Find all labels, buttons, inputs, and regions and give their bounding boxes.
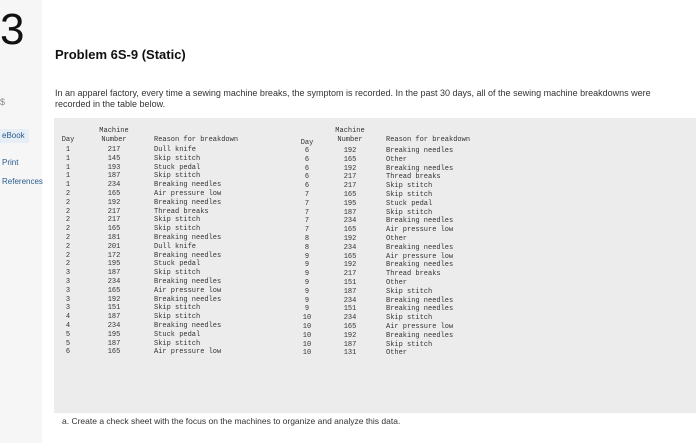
right-machine-cell: 165 xyxy=(343,226,357,235)
left-day-cell: 2 xyxy=(65,207,71,216)
right-reason-cell: Other xyxy=(386,235,408,243)
left-machine-cell: 165 xyxy=(107,348,121,357)
right-machine-cell: 217 xyxy=(343,270,357,279)
left-machine-cell: 187 xyxy=(107,313,121,322)
left-day-cell: 6 xyxy=(65,348,71,357)
left-day-cell: 1 xyxy=(65,172,71,181)
left-reason-cell: Air pressure low xyxy=(154,286,222,295)
right-reason-cell: Other xyxy=(386,279,408,287)
right-machine-cell: 192 xyxy=(343,235,357,243)
left-day-cell: 2 xyxy=(65,242,71,251)
header-day-right: Day xyxy=(300,139,314,147)
left-day-cell: 1 xyxy=(65,146,71,154)
left-machine-cell: 234 xyxy=(107,278,121,286)
right-reason-cell: Thread breaks xyxy=(386,270,441,279)
right-day-cell: 7 xyxy=(304,191,310,199)
right-reason-cell: Other xyxy=(386,155,408,164)
right-day-cell: 9 xyxy=(304,279,310,287)
left-reason-cell: Thread breaks xyxy=(154,207,209,216)
left-machine-cell: 195 xyxy=(107,330,121,339)
right-day-cell: 6 xyxy=(304,164,310,173)
left-reason-cell: Skip stitch xyxy=(154,304,201,313)
right-machine-cell: 217 xyxy=(343,173,357,182)
right-day-cell: 6 xyxy=(304,147,310,155)
left-machine-cell: 192 xyxy=(107,198,121,207)
right-reason-cell: Breaking needles xyxy=(386,217,454,226)
header-machine-left-line2: Number xyxy=(101,136,127,144)
left-day-cell: 2 xyxy=(65,251,71,260)
left-day-cell: 3 xyxy=(65,278,71,286)
left-reason-cell: Breaking needles xyxy=(154,198,222,207)
left-machine-cell: 151 xyxy=(107,304,121,313)
left-machine-cell: 192 xyxy=(107,295,121,304)
left-day-cell: 5 xyxy=(65,339,71,348)
problem-intro: In an apparel factory, every time a sewing machine breaks, the symptom is recorded. In the past 30 days, all of the sewing machine breakdowns were recorded in the table below. xyxy=(55,88,651,109)
right-reason-cell: Skip stitch xyxy=(386,208,433,217)
right-day-cell: 10 xyxy=(302,340,312,349)
left-machine-cell: 165 xyxy=(107,286,121,295)
right-day-cell: 9 xyxy=(304,261,310,270)
left-reason-cell: Stuck pedal xyxy=(154,163,201,172)
left-reason-cell: Skip stitch xyxy=(154,154,201,163)
right-reason-cell: Breaking needles xyxy=(386,147,454,155)
problem-title: Problem 6S-9 (Static) xyxy=(55,47,186,62)
right-day-cell: 7 xyxy=(304,208,310,217)
left-reason-cell: Breaking needles xyxy=(154,234,222,242)
right-reason-cell: Air pressure low xyxy=(386,252,454,261)
right-reason-cell: Skip stitch xyxy=(386,340,433,349)
right-machine-cell: 192 xyxy=(343,147,357,155)
right-machine-cell: 195 xyxy=(343,199,357,208)
left-reason-cell: Skip stitch xyxy=(154,216,201,225)
left-reason-cell: Dull knife xyxy=(154,242,197,251)
header-day-left: Day xyxy=(61,136,75,144)
right-machine-cell: 151 xyxy=(343,305,357,314)
right-machine-cell: 217 xyxy=(343,182,357,191)
left-reason-cell: Breaking needles xyxy=(154,278,222,286)
right-reason-cell: Breaking needles xyxy=(386,164,454,173)
right-reason-cell: Breaking needles xyxy=(386,261,454,270)
right-reason-cell: Breaking needles xyxy=(386,243,454,252)
right-day-cell: 8 xyxy=(304,235,310,243)
right-machine-cell: 192 xyxy=(343,164,357,173)
right-reason-cell: Skip stitch xyxy=(386,191,433,199)
left-day-cell: 1 xyxy=(65,154,71,163)
left-reason-cell: Breaking needles xyxy=(154,251,222,260)
dollar-marker: $ xyxy=(0,97,6,107)
left-machine-cell: 187 xyxy=(107,172,121,181)
left-machine-cell: 193 xyxy=(107,163,121,172)
left-reason-cell: Stuck pedal xyxy=(154,330,201,339)
left-reason-cell: Dull knife xyxy=(154,146,197,154)
right-day-cell: 6 xyxy=(304,173,310,182)
left-machine-cell: 234 xyxy=(107,322,121,330)
right-machine-cell: 234 xyxy=(343,217,357,226)
left-day-cell: 2 xyxy=(65,225,71,234)
left-machine-cell: 217 xyxy=(107,146,121,154)
right-machine-cell: 151 xyxy=(343,279,357,287)
left-reason-cell: Breaking needles xyxy=(154,322,222,330)
right-day-cell: 10 xyxy=(302,323,312,331)
left-day-cell: 3 xyxy=(65,295,71,304)
right-machine-cell: 165 xyxy=(343,155,357,164)
right-reason-cell: Other xyxy=(386,349,408,358)
left-machine-cell: 181 xyxy=(107,234,121,242)
header-machine-right-line2: Number xyxy=(337,136,363,144)
right-machine-cell: 165 xyxy=(343,191,357,199)
right-day-cell: 9 xyxy=(304,305,310,314)
right-machine-cell: 131 xyxy=(343,349,357,358)
left-machine-cell: 165 xyxy=(107,190,121,198)
left-machine-cell: 187 xyxy=(107,269,121,278)
right-machine-cell: 234 xyxy=(343,296,357,305)
left-machine-cell: 217 xyxy=(107,207,121,216)
left-day-cell: 2 xyxy=(65,216,71,225)
left-reason-cell: Skip stitch xyxy=(154,225,201,234)
right-reason-cell: Air pressure low xyxy=(386,226,454,235)
right-day-cell: 7 xyxy=(304,217,310,226)
right-reason-cell: Breaking needles xyxy=(386,305,454,314)
right-day-cell: 10 xyxy=(302,331,312,340)
left-reason-cell: Stuck pedal xyxy=(154,260,201,269)
left-day-cell: 3 xyxy=(65,286,71,295)
problem-question: a. Create a check sheet with the focus on the machines to organize and analyze this data. xyxy=(62,416,401,426)
left-sidebar xyxy=(0,0,42,443)
left-reason-cell: Air pressure low xyxy=(154,348,222,357)
left-machine-cell: 234 xyxy=(107,181,121,190)
left-reason-cell: Skip stitch xyxy=(154,313,201,322)
header-reason-left: Reason for breakdown xyxy=(154,136,239,144)
left-reason-cell: Breaking needles xyxy=(154,181,222,190)
right-reason-cell: Skip stitch xyxy=(386,314,433,323)
sidebar-item-references[interactable]: References xyxy=(2,177,43,186)
right-day-cell: 7 xyxy=(304,199,310,208)
header-reason-right: Reason for breakdown xyxy=(386,136,471,144)
right-reason-cell: Thread breaks xyxy=(386,173,441,182)
right-reason-cell: Skip stitch xyxy=(386,287,433,296)
breakdown-table xyxy=(54,118,696,413)
right-day-cell: 9 xyxy=(304,287,310,296)
right-machine-cell: 234 xyxy=(343,243,357,252)
right-reason-cell: Air pressure low xyxy=(386,323,454,331)
left-day-cell: 3 xyxy=(65,304,71,313)
right-machine-cell: 187 xyxy=(343,287,357,296)
right-reason-cell: Breaking needles xyxy=(386,331,454,340)
sidebar-item-print[interactable]: Print xyxy=(2,158,19,167)
right-day-cell: 10 xyxy=(302,349,312,358)
left-machine-cell: 195 xyxy=(107,260,121,269)
left-machine-cell: 217 xyxy=(107,216,121,225)
left-day-cell: 5 xyxy=(65,330,71,339)
right-machine-cell: 187 xyxy=(343,340,357,349)
right-machine-cell: 192 xyxy=(343,261,357,270)
right-day-cell: 10 xyxy=(302,314,312,323)
right-machine-cell: 192 xyxy=(343,331,357,340)
left-day-cell: 1 xyxy=(65,181,71,190)
left-day-cell: 2 xyxy=(65,260,71,269)
left-machine-cell: 201 xyxy=(107,242,121,251)
right-day-cell: 9 xyxy=(304,252,310,261)
chapter-number: 3 xyxy=(0,5,25,54)
right-reason-cell: Skip stitch xyxy=(386,182,433,191)
right-machine-cell: 234 xyxy=(343,314,357,323)
left-reason-cell: Air pressure low xyxy=(154,190,222,198)
left-reason-cell: Breaking needles xyxy=(154,295,222,304)
left-day-cell: 2 xyxy=(65,198,71,207)
left-day-cell: 3 xyxy=(65,269,71,278)
right-machine-cell: 187 xyxy=(343,208,357,217)
left-reason-cell: Skip stitch xyxy=(154,339,201,348)
left-day-cell: 4 xyxy=(65,322,71,330)
left-reason-cell: Skip stitch xyxy=(154,269,201,278)
left-reason-cell: Skip stitch xyxy=(154,172,201,181)
left-machine-cell: 172 xyxy=(107,251,121,260)
right-reason-cell: Stuck pedal xyxy=(386,199,433,208)
left-machine-cell: 145 xyxy=(107,154,121,163)
right-reason-cell: Breaking needles xyxy=(386,296,454,305)
right-day-cell: 9 xyxy=(304,296,310,305)
header-machine-left-line1: Machine xyxy=(99,127,129,135)
right-day-cell: 6 xyxy=(304,182,310,191)
sidebar-item-ebook[interactable]: eBook xyxy=(0,129,29,143)
left-day-cell: 2 xyxy=(65,234,71,242)
header-machine-right-line1: Machine xyxy=(335,127,365,135)
right-day-cell: 6 xyxy=(304,155,310,164)
left-day-cell: 2 xyxy=(65,190,71,198)
left-machine-cell: 165 xyxy=(107,225,121,234)
left-day-cell: 1 xyxy=(65,163,71,172)
left-day-cell: 4 xyxy=(65,313,71,322)
right-day-cell: 8 xyxy=(304,243,310,252)
left-machine-cell: 187 xyxy=(107,339,121,348)
right-machine-cell: 165 xyxy=(343,323,357,331)
right-day-cell: 9 xyxy=(304,270,310,279)
right-machine-cell: 165 xyxy=(343,252,357,261)
right-day-cell: 7 xyxy=(304,226,310,235)
